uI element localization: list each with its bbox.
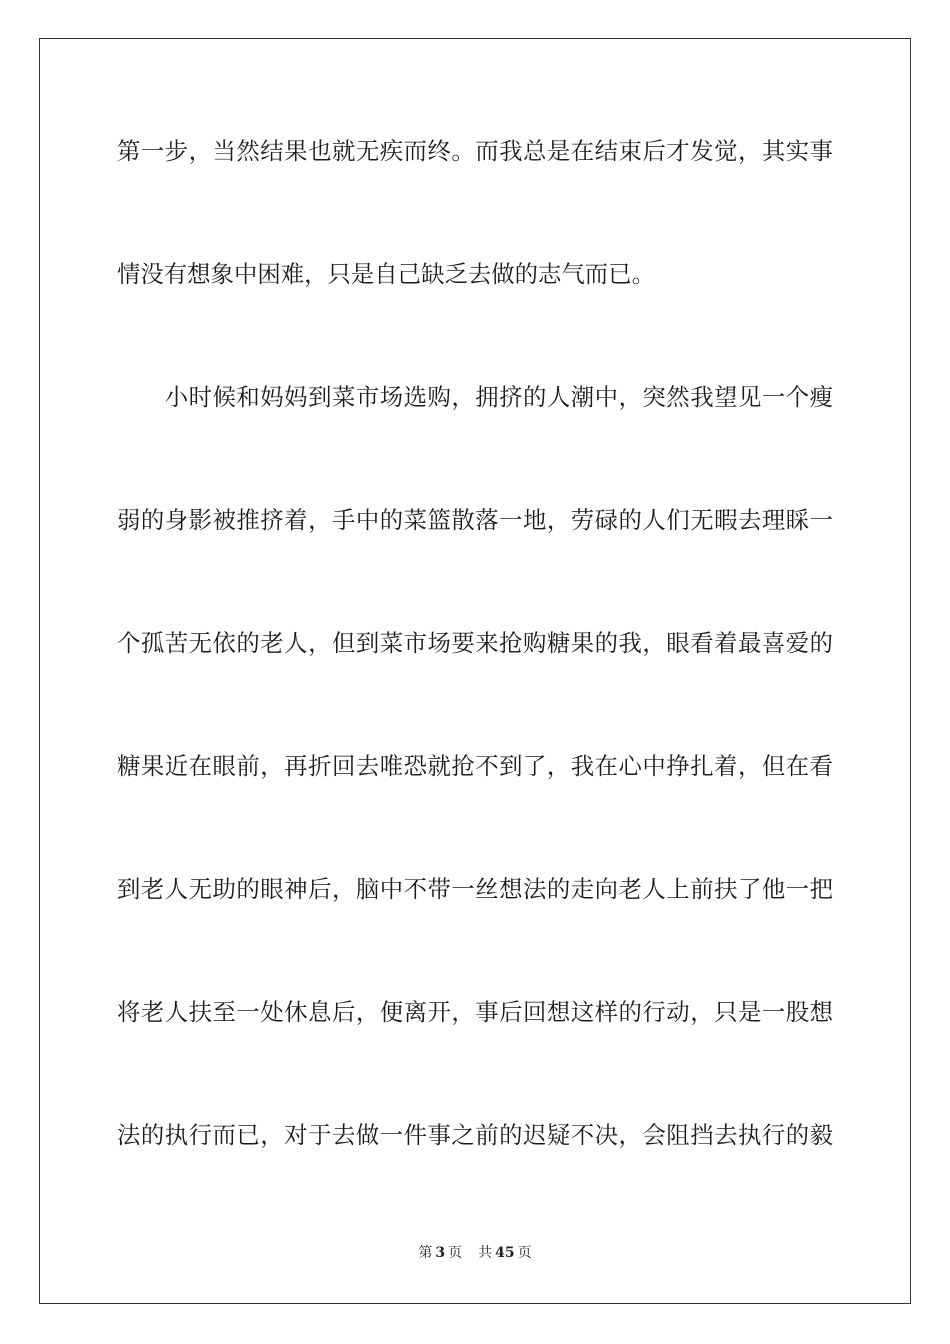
total-pages: 45 xyxy=(495,1245,515,1261)
text-line: 个孤苦无依的老人，但到菜市场要来抢购糖果的我，眼看着最喜爱的 xyxy=(117,629,833,657)
text-line: 弱的身影被推挤着，手中的菜篮散落一地，劳碌的人们无暇去理睬一 xyxy=(117,506,833,534)
page-footer xyxy=(0,1243,950,1263)
total-prefix: 共 xyxy=(478,1245,493,1261)
page-prefix: 第 xyxy=(418,1245,433,1261)
total-suffix: 页 xyxy=(517,1245,532,1261)
text-line: 情没有想象中困难，只是自己缺乏去做的志气而已。 xyxy=(117,260,655,288)
text-line: 法的执行而已，对于去做一件事之前的迟疑不决，会阻挡去执行的毅 xyxy=(117,1121,833,1149)
page-number: 3 xyxy=(435,1245,446,1261)
text-line: 将老人扶至一处休息后，便离开，事后回想这样的行动，只是一股想 xyxy=(117,998,833,1026)
text-line: 小时候和妈妈到菜市场选购，拥挤的人潮中，突然我望见一个瘦 xyxy=(117,383,833,411)
text-line: 糖果近在眼前，再折回去唯恐就抢不到了，我在心中挣扎着，但在看 xyxy=(117,752,833,780)
text-line: 第一步，当然结果也就无疾而终。而我总是在结束后才发觉，其实事 xyxy=(117,137,833,165)
text-line: 到老人无助的眼神后，脑中不带一丝想法的走向老人上前扶了他一把 xyxy=(117,875,833,903)
page-suffix: 页 xyxy=(448,1245,463,1261)
